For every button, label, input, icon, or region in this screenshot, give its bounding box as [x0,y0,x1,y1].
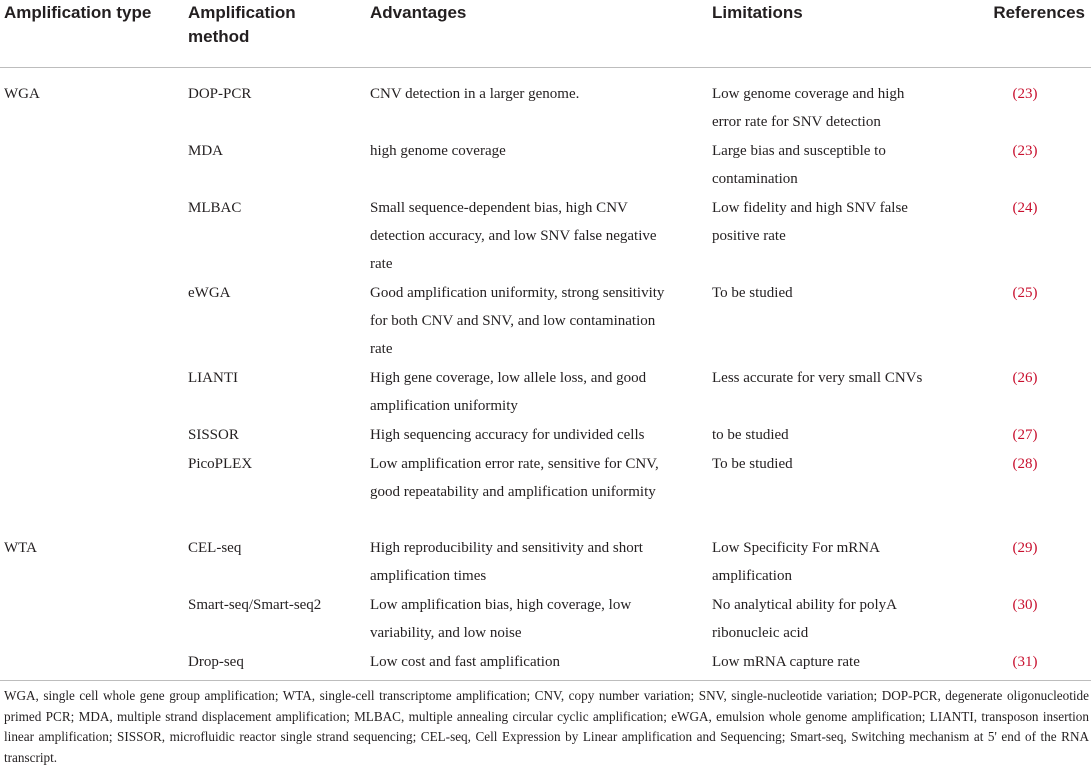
table-footnote: WGA, single cell whole gene group amplification; WTA, single-cell transcriptome amplification; CNV, copy number variation; SNV, single-nucleotide variation; DOP-PCR, degenerate oligonucleotide primed PCR; MDA, multiple strand displacement amplification; MLBAC, multiple annealing circular cyclic amplification; eWGA, emulsion whole genome amplification; LIANTI, transposon insertion linear amplification; SISSOR, microfluidic reactor single strand sequencing; CEL-seq, Cell Expression by Linear amplification and Sequencing; Smart-seq, Switching mechanism at 5' end of the RNA transcript. [4,688,1089,765]
cell-advantages: Low amplification bias, high coverage, low variability, and low noise [370,597,632,642]
header-amplification-method: Amplification method [188,3,296,46]
cell-method: eWGA [188,285,231,301]
reference-link[interactable]: (23) [1012,86,1038,102]
reference-link[interactable]: (24) [1012,200,1038,216]
cell-method: MLBAC [188,200,242,216]
cell-method: CEL-seq [188,540,242,556]
cell-limitations: Less accurate for very small CNVs [712,370,923,386]
cell-method: PicoPLEX [188,456,253,472]
cell-type: WGA [4,86,40,102]
cell-method: MDA [188,143,224,159]
cell-type: WTA [4,540,37,556]
cell-limitations: Low fidelity and high SNV false positive rate [712,200,908,245]
cell-advantages: High sequencing accuracy for undivided cells [370,427,645,443]
cell-limitations: Large bias and susceptible to contamination [712,143,886,188]
cell-limitations: Low Specificity For mRNA amplification [712,540,880,585]
cell-method: Drop-seq [188,654,244,670]
cell-advantages: Small sequence-dependent bias, high CNV detection accuracy, and low SNV false negative rate [370,200,657,273]
cell-limitations: to be studied [712,427,789,443]
cell-method: SISSOR [188,427,239,443]
cell-limitations: To be studied [712,285,793,301]
cell-advantages: high genome coverage [370,143,506,159]
header-limitations: Limitations [712,3,803,22]
reference-link[interactable]: (23) [1012,143,1038,159]
reference-link[interactable]: (29) [1012,540,1038,556]
header-amplification-type: Amplification type [4,3,152,22]
reference-link[interactable]: (27) [1012,427,1038,443]
cell-limitations: No analytical ability for polyA ribonucleic acid [712,597,897,642]
reference-link[interactable]: (28) [1012,456,1038,472]
cell-method: LIANTI [188,370,238,386]
cell-method: DOP-PCR [188,86,252,102]
cell-advantages: Low cost and fast amplification [370,654,560,670]
cell-advantages: CNV detection in a larger genome. [370,86,580,102]
reference-link[interactable]: (25) [1012,285,1038,301]
cell-advantages: Good amplification uniformity, strong sensitivity for both CNV and SNV, and low contamination rate [370,285,665,358]
cell-advantages: High reproducibility and sensitivity and short amplification times [370,540,643,585]
cell-limitations: To be studied [712,456,793,472]
cell-advantages: High gene coverage, low allele loss, and good amplification uniformity [370,370,647,415]
reference-link[interactable]: (31) [1012,654,1038,670]
table-bottom-rule [0,680,1091,681]
reference-link[interactable]: (26) [1012,370,1038,386]
reference-link[interactable]: (30) [1012,597,1038,613]
cell-limitations: Low mRNA capture rate [712,654,860,670]
header-advantages: Advantages [370,3,467,22]
header-references: References [993,3,1085,22]
cell-limitations: Low genome coverage and high error rate for SNV detection [712,86,905,131]
table-header [0,0,1091,68]
cell-method: Smart-seq/Smart-seq2 [188,597,322,613]
cell-advantages: Low amplification error rate, sensitive for CNV, good repeatability and amplification uniformity [370,456,659,501]
